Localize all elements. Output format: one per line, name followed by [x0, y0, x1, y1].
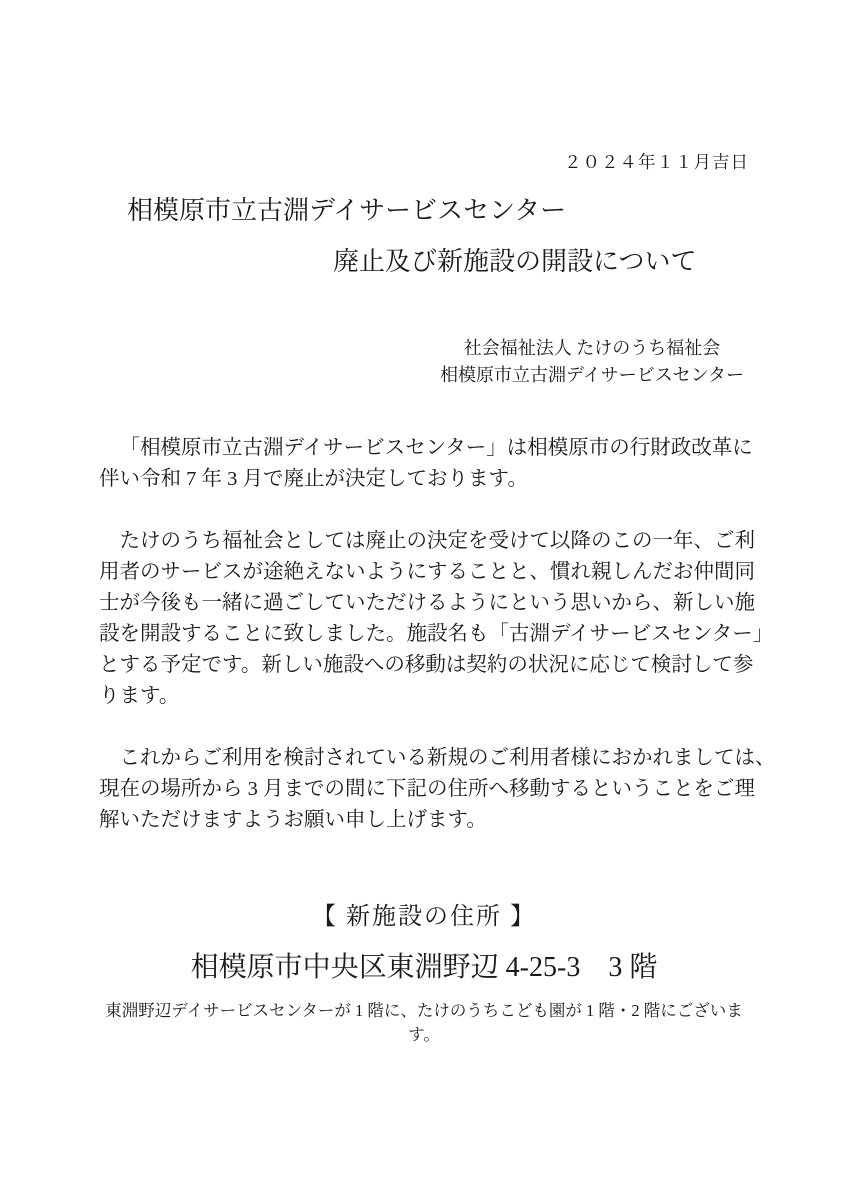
new-facility-floor-note: 東淵野辺デイサービスセンターが 1 階に、たけのうちこども園が 1 階・2 階にございます。	[105, 1001, 743, 1044]
document-body	[99, 433, 776, 836]
document-title-facility-name: 相模原市立古淵デイサービスセンター	[127, 196, 567, 225]
body-text-line: 現在の場所から 3 月までの間に下記の住所へ移動するということをご理	[99, 778, 755, 800]
sender-facility: 相模原市立古淵デイサービスセンター	[439, 365, 744, 385]
new-facility-section	[99, 900, 749, 1047]
body-text-line: 解いただけますようお願い申し上げます。	[99, 809, 487, 831]
body-text-line: 「相模原市立古淵デイサービスセンター」は相模原市の行財政改革に	[119, 437, 753, 459]
document-title-subject: 廃止及び新施設の開設について	[333, 247, 697, 276]
body-text-line: これからご利用を検討されている新規のご利用者様におかれましては、	[119, 747, 776, 769]
document-date: ２０２４年１１月吉日	[564, 152, 749, 172]
body-text-line: 用者のサービスが途絶えないようにすることと、慣れ親しんだお仲間同	[99, 561, 755, 583]
sender-organization: 社会福祉法人 たけのうち福祉会	[463, 338, 721, 358]
new-facility-address: 相模原市中央区東淵野辺 4-25-3 3 階	[190, 952, 658, 983]
new-facility-heading: 【 新施設の住所 】	[312, 904, 536, 930]
paragraph-new-facility-plan	[99, 526, 774, 712]
body-text-line: ります。	[99, 685, 180, 707]
document-title	[99, 194, 749, 279]
paragraph-request-to-new-users	[99, 743, 776, 836]
sender-block	[99, 335, 749, 389]
body-text-line: とする予定です。新しい施設への移動は契約の状況に応じて検討して参	[99, 654, 754, 676]
body-text-line: 士が今後も一緒に過ごしていただけるようにという思いから、新しい施	[99, 592, 755, 614]
body-text-line: たけのうち福祉会としては廃止の決定を受けて以降のこの一年、ご利	[119, 530, 755, 552]
body-text-line: 設を開設することに致しました。施設名も「古淵デイサービスセンター」	[99, 623, 774, 645]
paragraph-closure-decision	[99, 433, 753, 495]
body-text-line: 伴い令和 7 年 3 月で廃止が決定しております。	[99, 468, 528, 490]
